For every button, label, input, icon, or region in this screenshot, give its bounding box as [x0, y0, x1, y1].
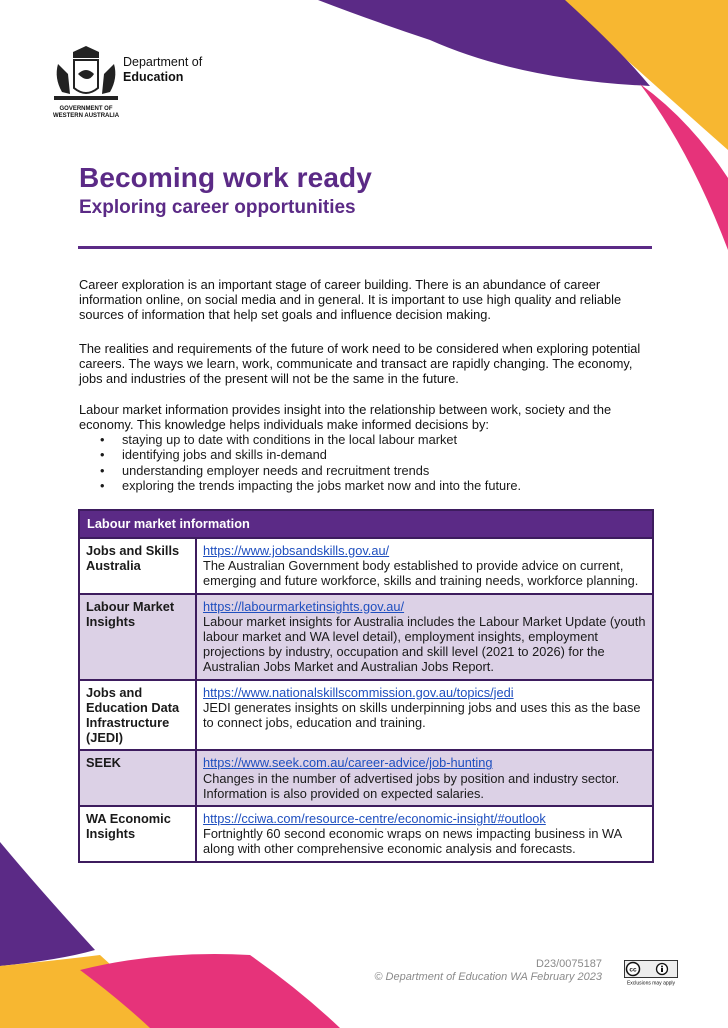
intro-paragraph-1: Career exploration is an important stage of career building. There is an abundance of career information online, on social media and in general. It is important to use high quality and reliable sources of information that help set goals and influence decision making. [79, 277, 622, 323]
department-name [123, 55, 202, 85]
source-description: Changes in the number of advertised jobs by position and industry sector. Information is also provided on expected salaries. [203, 770, 620, 801]
source-name: Labour Market Insights [79, 594, 196, 680]
creative-commons-badge [624, 960, 678, 986]
coat-of-arms-icon [48, 44, 124, 122]
labour-market-table [78, 509, 654, 863]
table-row [79, 594, 653, 680]
dept-line-2: Education [123, 70, 184, 84]
cc-by-icon [624, 960, 678, 986]
table-row [79, 538, 653, 594]
document-id: D23/0075187 [535, 958, 602, 970]
source-details [196, 538, 653, 594]
table-row [79, 750, 653, 806]
source-details [196, 806, 653, 862]
source-name: SEEK [79, 750, 196, 806]
footer-text [374, 958, 602, 984]
source-link[interactable]: https://www.jobsandskills.gov.au/ [203, 543, 390, 558]
svg-text:cc: cc [629, 966, 637, 974]
intro-paragraph-2: The realities and requirements of the future of work need to be considered when exploring potential careers. The ways we learn, work, communicate and transact are rapidly changing. The economy, jobs and industries of the present will not be the same in the future. [79, 341, 641, 387]
source-link[interactable]: https://www.seek.com.au/career-advice/job-hunting [203, 755, 493, 771]
table-row [79, 806, 653, 862]
bullet-item: • understanding employer needs and recruitment trends [100, 463, 660, 478]
source-link[interactable]: https://labourmarketinsights.gov.au/ [203, 598, 405, 614]
bullet-item: • identifying jobs and skills in-demand [100, 447, 660, 462]
source-description: JEDI generates insights on skills underpinning jobs and uses this as the base to connect jobs, education and training. [203, 699, 641, 731]
bullet-item: • exploring the trends impacting the jobs market now and into the future. [100, 478, 660, 493]
gov-line-1: GOVERNMENT OF [59, 106, 113, 112]
source-link[interactable]: https://cciwa.com/resource-centre/economic-insight/#outlook [203, 811, 546, 827]
table-header: Labour market information [79, 510, 653, 538]
gov-line-2: WESTERN AUSTRALIA [52, 113, 120, 119]
source-link[interactable]: https://www.nationalskillscommission.gov.au/topics/jedi [203, 684, 514, 700]
page-title: Becoming work ready [79, 162, 372, 193]
source-description: Fortnightly 60 second economic wraps on news impacting business in WA along with other comprehensive economic analysis and forecasts. [203, 826, 622, 857]
title-divider [78, 246, 652, 249]
page-subtitle: Exploring career opportunities [79, 197, 356, 218]
source-details [196, 680, 653, 751]
cc-note: Exclusions may apply [626, 980, 676, 986]
intro-paragraph-3: Labour market information provides insight into the relationship between work, society and the economy. This knowledge helps individuals make informed decisions by: [79, 402, 612, 433]
source-name: Jobs and Education Data Infrastructure (JEDI) [79, 680, 196, 751]
source-details [196, 750, 653, 806]
source-description: The Australian Government body established to provide advice on current, emerging and future workforce, skills and training needs, workforce planning. [203, 558, 639, 589]
bullet-item: • staying up to date with conditions in the local labour market [100, 432, 660, 447]
source-name: WA Economic Insights [79, 806, 196, 862]
source-details [196, 594, 653, 680]
copyright-notice: © Department of Education WA February 2023 [374, 971, 602, 983]
decision-bullet-list [100, 432, 660, 494]
wa-government-logo [48, 44, 124, 122]
table-row [79, 680, 653, 751]
source-name: Jobs and Skills Australia [79, 538, 196, 594]
source-description: Labour market insights for Australia includes the Labour Market Update (youth labour market and WA level detail), employment insights, employment projections by industry, occupation and skill level (2021 to 2026) for the Australian Jobs Market and Australian Jobs Report. [203, 613, 646, 675]
table-header-row [79, 510, 653, 538]
dept-line-1: Department of [123, 55, 203, 69]
